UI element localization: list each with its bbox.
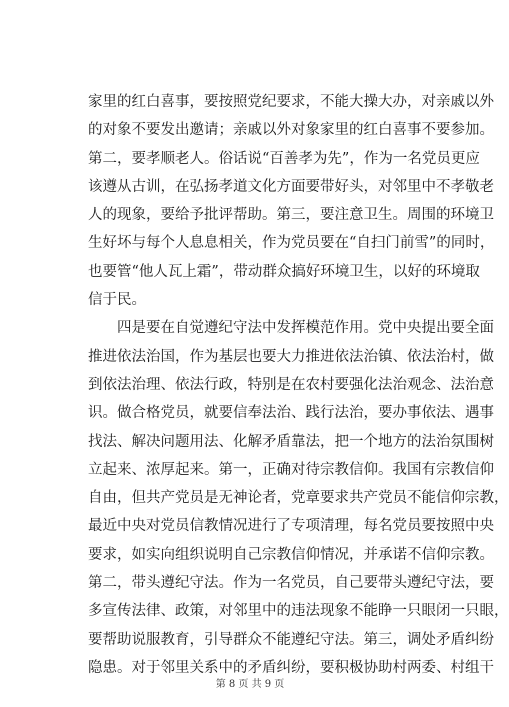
text-line: 也要管“他人瓦上霜”，带动群众搞好环境卫生，以好的环境取	[88, 263, 480, 280]
page-number-label: 第 8 页 共 9 页	[215, 679, 285, 690]
text-line: 最近中央对党员信教情况进行了专项清理，每名党员要按照中央	[88, 518, 494, 535]
text-line: 立起来、浓厚起来。第一，正确对待宗教信仰。我国有宗教信仰	[88, 461, 494, 478]
text-line: 识。做合格党员，就要信奉法治、践行法治，要办事依法、遇事	[88, 405, 494, 422]
text-line: 找法、解决问题用法、化解矛盾靠法，把一个地方的法治氛围树	[88, 433, 494, 450]
text-line: 多宣传法律、政策，对邻里中的违法现象不能睁一只眼闭一只眼，	[88, 603, 509, 620]
text-line: 信于民。	[88, 292, 146, 309]
text-line: 到依法治理、依法行政，特别是在农村要强化法治观念、法治意	[88, 376, 494, 393]
text-line: 自由，但共产党员是无神论者，党章要求共产党员不能信仰宗教，	[88, 490, 509, 507]
text-line: 要帮助说服教育，引导群众不能遵纪守法。第三，调处矛盾纠纷	[88, 631, 494, 648]
text-line: 第二，要孝顺老人。俗话说“百善孝为先”，作为一名党员更应	[88, 150, 480, 167]
text-line: 推进依法治国，作为基层也要大力推进依法治镇、依法治村，做	[88, 348, 494, 365]
text-line: 生好坏与每个人息息相关，作为党员要在“自扫门前雪”的同时，	[88, 235, 495, 252]
text-line: 第二，带头遵纪守法。作为一名党员，自己要带头遵纪守法，要	[88, 575, 494, 592]
page-footer	[0, 678, 500, 692]
body-text	[88, 88, 509, 682]
text-line: 的对象不要发出邀请；亲戚以外对象家里的红白喜事不要参加。	[88, 122, 494, 139]
text-line: 要求，如实向组织说明自己宗教信仰情况，并承诺不信仰宗教。	[88, 546, 494, 563]
text-line: 该遵从古训，在弘扬孝道文化方面要带好头，对邻里中不孝敬老	[88, 178, 494, 195]
text-line: 家里的红白喜事，要按照党纪要求，不能大操大办，对亲戚以外	[88, 94, 494, 110]
paragraph-first-line: 四是要在自觉遵纪守法中发挥模范作用。党中央提出要全面	[117, 320, 494, 337]
text-line: 隐患。对于邻里关系中的矛盾纠纷，要积极协助村两委、村组干	[88, 659, 494, 676]
text-line: 人的现象，要给予批评帮助。第三，要注意卫生。周围的环境卫	[88, 207, 494, 224]
